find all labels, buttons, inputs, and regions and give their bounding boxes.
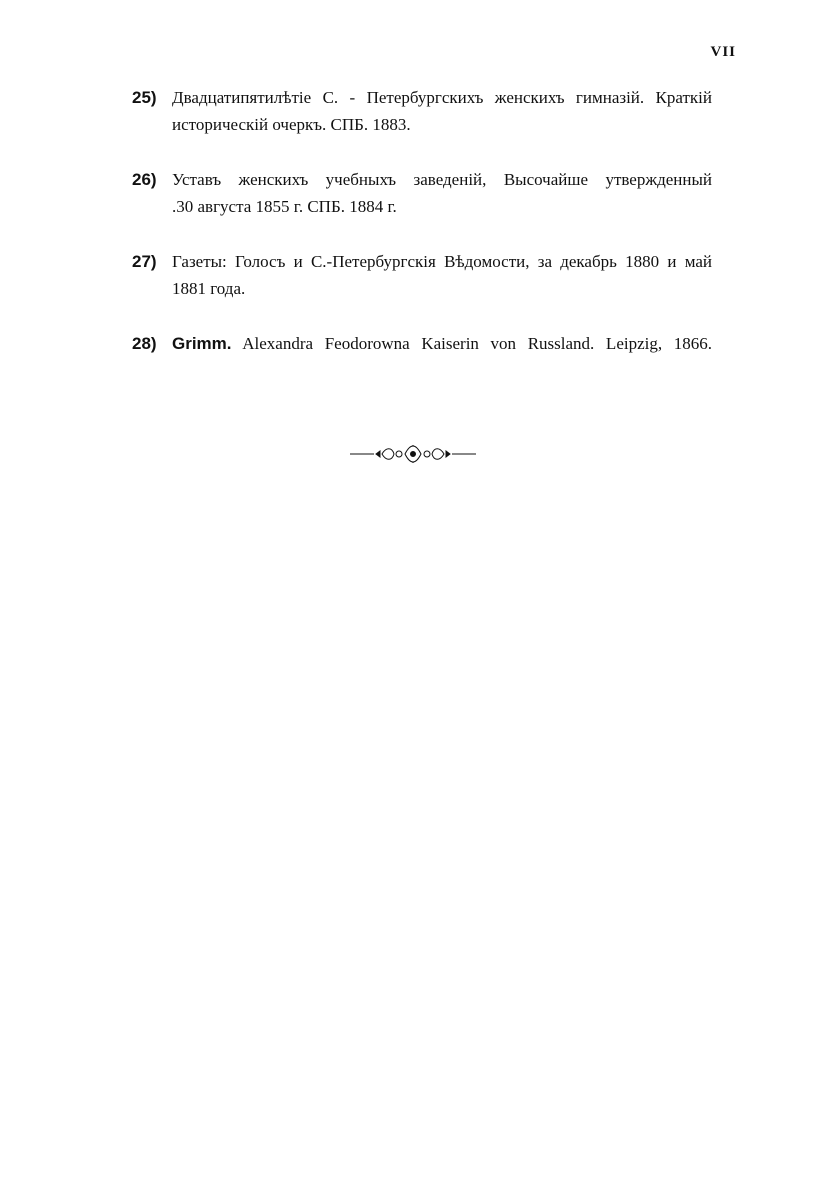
entry-line-2: .30 августа 1855 г. СПБ. 1884 г. bbox=[172, 197, 397, 216]
entry-text bbox=[172, 84, 712, 138]
page-number: VII bbox=[710, 44, 736, 60]
fleuron-divider-icon bbox=[348, 444, 478, 464]
bibliography-list bbox=[132, 84, 712, 385]
entry-line-1 bbox=[172, 330, 712, 357]
entry-text bbox=[172, 330, 712, 357]
entry-line-1: Уставъ женскихъ учебныхъ заведеній, Высочайше утвержденный bbox=[172, 170, 712, 189]
entry-line-2: 1881 года. bbox=[172, 279, 246, 298]
bibliography-entry-27 bbox=[132, 248, 712, 302]
entry-line-1: Газеты: Голосъ и С.-Петербургскія Вѣдомости, за декабрь 1880 и май bbox=[172, 252, 712, 271]
entry-number: 26) bbox=[132, 170, 157, 189]
bibliography-entry-25 bbox=[132, 84, 712, 138]
entry-number: 27) bbox=[132, 252, 157, 271]
bibliography-entry-26 bbox=[132, 166, 712, 220]
entry-title: Alexandra Feodorowna Kaiserin von Russland. Leipzig, 1866. bbox=[242, 334, 713, 353]
entry-line-1: Двадцатипятилѣтіе С. - Петербургскихъ женскихъ гимназій. Краткій bbox=[172, 88, 712, 107]
entry-line-2: историческій очеркъ. СПБ. 1883. bbox=[172, 115, 411, 134]
entry-number: 25) bbox=[132, 88, 157, 107]
entry-text bbox=[172, 166, 712, 220]
entry-number: 28) bbox=[132, 334, 157, 353]
entry-author: Grimm. bbox=[172, 334, 232, 353]
entry-text bbox=[172, 248, 712, 302]
bibliography-entry-28 bbox=[132, 330, 712, 357]
